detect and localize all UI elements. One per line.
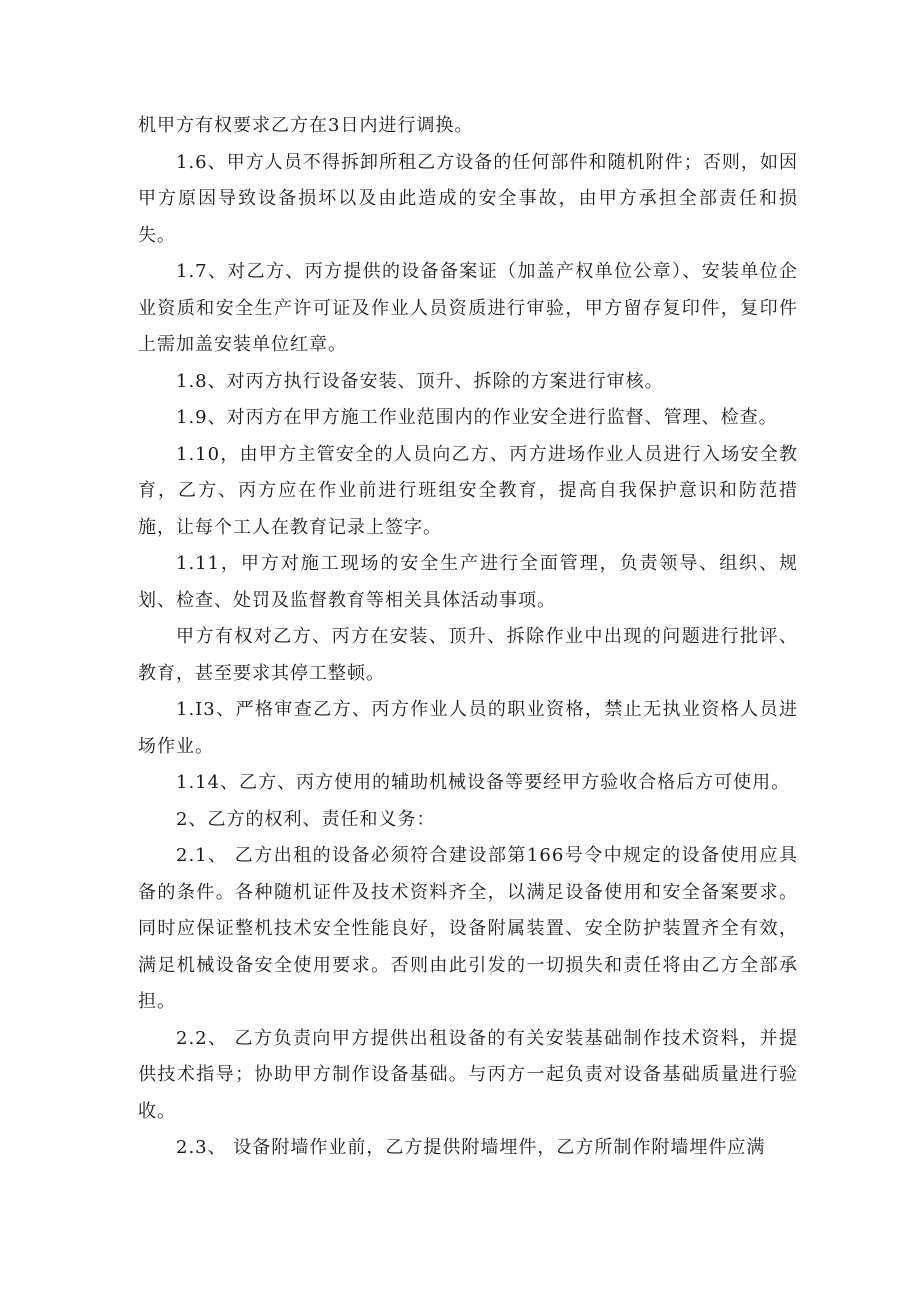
paragraph: 机甲方有权要求乙方在3日内进行调换。	[138, 115, 474, 136]
paragraph: 1.8、对丙方执行设备安装、顶升、拆除的方案进行审核。	[176, 370, 664, 392]
paragraph: 1.9、对丙方在甲方施工作业范围内的作业安全进行监督、管理、检查。	[176, 407, 778, 428]
paragraph: 1.6、甲方人员不得拆卸所租乙方设备的任何部件和随机附件；否则，如因甲方原因导致设备损坏以及由此造成的安全事故，由甲方承担全部责任和损失。	[138, 151, 798, 246]
paragraph: 1.I3、严格审查乙方、丙方作业人员的职业资格，禁止无执业资格人员进场作业。	[138, 699, 798, 757]
paragraph: 1.10，由甲方主管安全的人员向乙方、丙方进场作业人员进行入场安全教育，乙方、丙方应在作业前进行班组安全教育，提高自我保护意识和防范措施，让每个工人在教育记录上签字。	[138, 443, 798, 538]
paragraph: 1.14、乙方、丙方使用的辅助机械设备等要经甲方验收合格后方可使用。	[176, 772, 791, 793]
paragraph: 2.3、 设备附墙作业前，乙方提供附墙埋件，乙方所制作附墙埋件应满	[176, 1137, 766, 1158]
document-page	[138, 108, 798, 1167]
paragraph: 2、乙方的权利、责任和义务：	[176, 808, 436, 830]
paragraph: 1.7、对乙方、丙方提供的设备备案证（加盖产权单位公章）、安装单位企业资质和安全生产许可证及作业人员资质进行审验，甲方留存复印件，复印件上需加盖安装单位红章。	[138, 261, 798, 355]
paragraph: 1.11，甲方对施工现场的安全生产进行全面管理，负责领导、组织、规划、检查、处罚及监督教育等相关具体活动事项。	[138, 553, 798, 611]
paragraph: 甲方有权对乙方、丙方在安装、顶升、拆除作业中出现的问题进行批评、教育，甚至要求其停工整顿。	[138, 626, 798, 684]
paragraph: 2.2、 乙方负责向甲方提供出租设备的有关安装基础制作技术资料，并提供技术指导；协助甲方制作设备基础。与丙方一起负责对设备基础质量进行验收。	[138, 1027, 798, 1122]
paragraph: 2.1、 乙方出租的设备必须符合建设部第166号令中规定的设备使用应具备的条件。各种随机证件及技术资料齐全，以满足设备使用和安全备案要求。同时应保证整机技术安全性能良好，设备附属装置、安全防护装置齐全有效，满足机械设备安全使用要求。否则由此引发的一切损失和责任将由乙方全部承担。	[138, 845, 798, 1012]
